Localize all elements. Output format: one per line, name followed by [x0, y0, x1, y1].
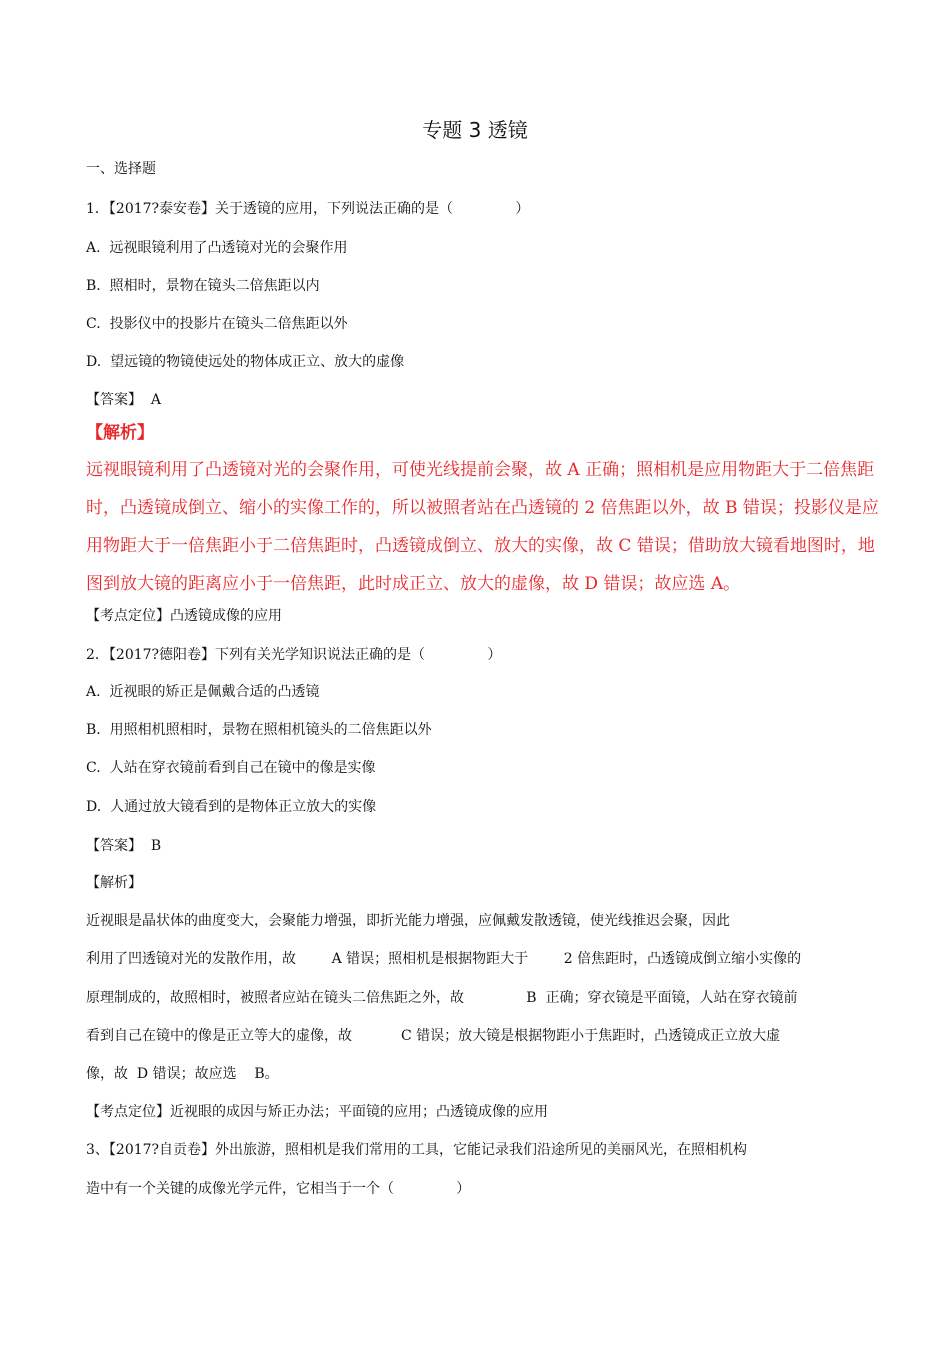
- question-1-analysis-label: 【解析】: [86, 423, 154, 443]
- question-1-option-d: D. 望远镜的物镜使远处的物体成正立、放大的虚像: [86, 354, 405, 370]
- question-2-stem: 2．【2017?德阳卷】下列有关光学知识说法正确的是（ ）: [86, 647, 502, 663]
- question-1-option-b: B. 照相时，景物在镜头二倍焦距以内: [86, 278, 320, 294]
- question-2-analysis-line: 像，故 D 错误；故应选 B。: [86, 1066, 279, 1082]
- question-2-option-c: C. 人站在穿衣镜前看到自己在镜中的像是实像: [86, 760, 376, 776]
- question-2-answer: 【答案】 B: [86, 838, 162, 854]
- question-2-analysis-line: 近视眼是晶状体的曲度变大，会聚能力增强，即折光能力增强，应佩戴发散透镜，使光线推迟会聚，因此: [86, 913, 730, 929]
- question-1-point: 【考点定位】凸透镜成像的应用: [86, 608, 282, 624]
- question-1-option-a: A. 远视眼镜利用了凸透镜对光的会聚作用: [86, 240, 348, 256]
- question-2-analysis-line: 看到自己在镜中的像是正立等大的虚像，故 C 错误；放大镜是根据物距小于焦距时，凸透镜成正立放大虚: [86, 1028, 781, 1044]
- section-heading: 一、选择题: [86, 161, 156, 177]
- question-3-stem: 造中有一个关键的成像光学元件，它相当于一个（ ）: [86, 1181, 471, 1197]
- question-1-stem: 1．【2017?泰安卷】关于透镜的应用，下列说法正确的是（ ）: [86, 201, 530, 217]
- question-2-analysis-line: 利用了凹透镜对光的发散作用，故 A 错误；照相机是根据物距大于 2 倍焦距时，凸透镜成倒立缩小实像的: [86, 951, 802, 967]
- question-1-analysis-line: 用物距大于一倍焦距小于二倍焦距时，凸透镜成倒立、放大的实像，故 C 错误；借助放大镜看地图时，地: [86, 536, 875, 556]
- question-2-analysis-label: 【解析】: [86, 875, 142, 891]
- question-1-answer: 【答案】 A: [86, 392, 162, 408]
- question-1-analysis-line: 远视眼镜利用了凸透镜对光的会聚作用，可使光线提前会聚，故 A 正确；照相机是应用物距大于二倍焦距: [86, 460, 875, 480]
- question-2-point: 【考点定位】近视眼的成因与矫正办法；平面镜的应用；凸透镜成像的应用: [86, 1104, 548, 1120]
- question-3-stem: 3、【2017?自贡卷】外出旅游，照相机是我们常用的工具，它能记录我们沿途所见的美丽风光，在照相机构: [86, 1142, 748, 1158]
- question-2-option-b: B. 用照相机照相时，景物在照相机镜头的二倍焦距以外: [86, 722, 432, 738]
- question-1-analysis-line: 图到放大镜的距离应小于一倍焦距，此时成正立、放大的虚像，故 D 错误；故应选 A。: [86, 574, 741, 594]
- question-2-option-a: A. 近视眼的矫正是佩戴合适的凸透镜: [86, 684, 320, 700]
- question-2-option-d: D. 人通过放大镜看到的是物体正立放大的实像: [86, 799, 377, 815]
- page-title: 专题 3 透镜: [422, 118, 528, 142]
- question-1-analysis: [86, 451, 879, 603]
- question-1-option-c: C. 投影仪中的投影片在镜头二倍焦距以外: [86, 316, 348, 332]
- question-1-analysis-line: 时，凸透镜成倒立、缩小的实像工作的，所以被照者站在凸透镜的 2 倍焦距以外，故 B 错误；投影仪是应: [86, 498, 879, 518]
- question-2-analysis-line: 原理制成的，故照相时，被照者应站在镜头二倍焦距之外，故 B 正确；穿衣镜是平面镜，人站在穿衣镜前: [86, 990, 798, 1006]
